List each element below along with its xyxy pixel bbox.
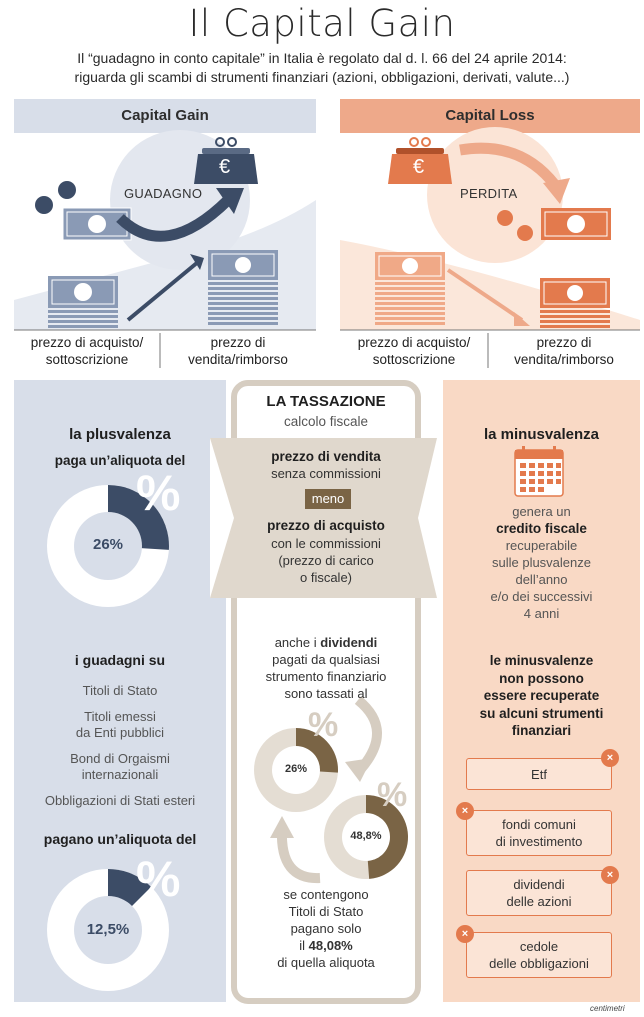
item-obbligazioni: Obbligazioni di Stati esteri bbox=[44, 793, 196, 808]
minusvalenza-title: la minusvalenza bbox=[483, 426, 600, 443]
titoli-stato-note bbox=[234, 886, 418, 971]
pill-cedole bbox=[466, 932, 612, 978]
label-line: sottoscrizione bbox=[372, 352, 456, 367]
label-line: pagano solo bbox=[290, 921, 362, 936]
percent-icon: % bbox=[136, 851, 181, 907]
label-line: o fiscale) bbox=[299, 570, 353, 585]
label-line: le minusvalenze bbox=[489, 653, 594, 668]
label-line: prezzo di acquisto/ bbox=[30, 335, 144, 350]
label-line: delle azioni bbox=[506, 894, 572, 909]
vendita-sub: senza commissioni bbox=[271, 466, 381, 481]
label-line: se contengono bbox=[283, 887, 369, 902]
euro-icon: € bbox=[413, 156, 425, 178]
label-line: fondi comuni bbox=[502, 817, 576, 832]
label-line: cedole bbox=[519, 939, 559, 954]
acquisto-label: prezzo di acquisto bbox=[267, 518, 385, 533]
rate-div-48-8: 48,8% bbox=[350, 830, 382, 842]
label-line: recuperabile bbox=[505, 538, 578, 553]
pill-fondi bbox=[466, 810, 612, 856]
percent-icon: % bbox=[377, 776, 408, 814]
close-icon: × bbox=[456, 802, 474, 820]
label-line: dividendi bbox=[513, 877, 565, 892]
vendita-label: prezzo di vendita bbox=[271, 449, 381, 464]
capital-gain-header: Capital Gain bbox=[121, 107, 209, 124]
label-part: dividendi bbox=[320, 635, 378, 650]
item-titoli-emessi: Titoli emessi bbox=[84, 709, 156, 724]
label-part: anche i bbox=[274, 635, 321, 650]
label-part: 48,08% bbox=[308, 938, 353, 953]
label-line: sono tassati al bbox=[284, 686, 368, 701]
label-line: dell’anno bbox=[515, 572, 568, 587]
item-enti-pubblici: da Enti pubblici bbox=[75, 725, 165, 740]
meno-label: meno bbox=[311, 491, 345, 506]
subtitle-line-2: riguarda gli scambi di strumenti finanziari (azioni, obbligazioni, derivati, valute...) bbox=[74, 69, 570, 85]
credito-note bbox=[443, 503, 640, 622]
gain-buy-label bbox=[14, 334, 160, 368]
non-recuperabili-note bbox=[443, 652, 640, 740]
pagano-label: pagano un’aliquota del bbox=[43, 831, 197, 847]
label-line: di investimento bbox=[495, 834, 583, 849]
pill-dividendi bbox=[466, 870, 612, 916]
label-line: (prezzo di carico bbox=[278, 553, 374, 568]
label-line: prezzo di bbox=[536, 335, 592, 350]
item-internazionali: internazionali bbox=[81, 767, 159, 782]
label-line: credito fiscale bbox=[496, 521, 587, 536]
rate-26: 26% bbox=[92, 536, 124, 553]
label-line: e/o dei successivi bbox=[490, 589, 593, 604]
rate-12-5: 12,5% bbox=[86, 921, 130, 938]
credit-logo: centimetri bbox=[590, 1004, 625, 1013]
label-line: sulle plusvalenze bbox=[491, 555, 591, 570]
page-title: Il Capital Gain bbox=[188, 2, 456, 45]
label-line: strumento finanziario bbox=[265, 669, 387, 684]
rate-div-26: 26% bbox=[284, 763, 308, 775]
item-bond: Bond di Orgaismi bbox=[70, 751, 170, 766]
dividendi-note bbox=[234, 634, 418, 702]
label-line: finanziari bbox=[511, 723, 572, 738]
label-line: con le commissioni bbox=[271, 536, 381, 551]
label-line: 4 anni bbox=[523, 606, 560, 621]
label-line: delle obbligazioni bbox=[489, 956, 589, 971]
percent-icon: % bbox=[308, 706, 339, 744]
gain-sell-label bbox=[160, 334, 316, 368]
loss-label: PERDITA bbox=[460, 186, 518, 201]
tassazione-subtitle: calcolo fiscale bbox=[283, 414, 369, 429]
gain-label: GUADAGNO bbox=[124, 186, 203, 201]
close-icon: × bbox=[601, 866, 619, 884]
plusvalenza-title: la plusvalenza bbox=[69, 426, 171, 443]
percent-icon: % bbox=[136, 465, 181, 521]
guadagni-su-label: i guadagni su bbox=[74, 652, 166, 668]
label-line: pagati da qualsiasi bbox=[272, 652, 380, 667]
label-line: genera un bbox=[512, 504, 571, 519]
label-line: su alcuni strumenti bbox=[479, 705, 604, 721]
label-line: Titoli di Stato bbox=[288, 904, 364, 919]
label-line: sottoscrizione bbox=[45, 352, 129, 367]
loss-buy-label bbox=[340, 334, 488, 368]
euro-icon: € bbox=[219, 156, 231, 178]
label-line: essere recuperate bbox=[483, 688, 600, 703]
label-line bbox=[234, 634, 418, 651]
close-icon: × bbox=[456, 925, 474, 943]
tassazione-title: LA TASSAZIONE bbox=[266, 393, 386, 410]
label-line: vendita/rimborso bbox=[188, 352, 288, 367]
acquisto-sub bbox=[234, 535, 418, 586]
subtitle-line-1: Il “guadagno in conto capitale” in Italia è regolato dal d. l. 66 del 24 aprile 2014: bbox=[77, 50, 567, 66]
label-line: prezzo di acquisto/ bbox=[357, 335, 471, 350]
item-titoli-stato: Titoli di Stato bbox=[82, 683, 158, 698]
close-icon: × bbox=[601, 749, 619, 767]
label-line: vendita/rimborso bbox=[514, 352, 614, 367]
label-line: Etf bbox=[531, 766, 547, 782]
loss-sell-label bbox=[488, 334, 640, 368]
label-line: prezzo di bbox=[210, 335, 266, 350]
aliquota-label: paga un’aliquota del bbox=[54, 453, 186, 468]
pill-etf bbox=[466, 758, 612, 790]
label-line: non possono bbox=[499, 670, 584, 686]
label-line: di quella aliquota bbox=[277, 955, 375, 970]
label-line bbox=[234, 937, 418, 954]
capital-loss-header: Capital Loss bbox=[445, 107, 535, 124]
label-part: il bbox=[299, 938, 309, 953]
